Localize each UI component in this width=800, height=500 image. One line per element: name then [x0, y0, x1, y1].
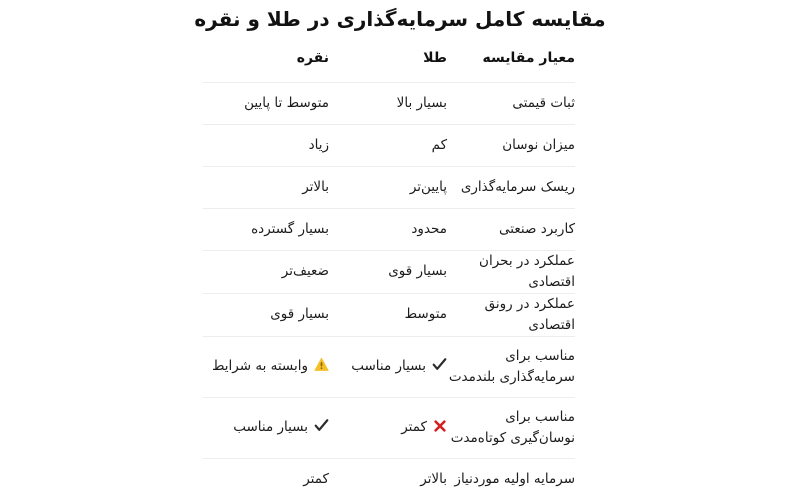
cell-content: [203, 469, 329, 490]
cell-gold: [329, 293, 447, 336]
cell-gold: [329, 209, 447, 251]
cell-text: مناسب برای نوسان‌گیری کوتاه‌مدت: [450, 408, 575, 446]
cell-content: [203, 93, 329, 114]
table-row: [203, 458, 575, 500]
cell-silver: [203, 458, 329, 500]
table-row: [203, 336, 575, 397]
cell-gold: [329, 167, 447, 209]
cell-text: ثبات قیمتی: [512, 95, 575, 112]
cell-text: بسیار گسترده: [251, 221, 329, 238]
cell-gold: [329, 251, 447, 294]
table-row: [203, 125, 575, 167]
cell-criterion: [447, 397, 575, 458]
cell-silver: [203, 336, 329, 397]
cell-silver: [203, 251, 329, 294]
column-header-criterion: معیار مقایسه: [447, 38, 575, 83]
cell-text: سرمایه اولیه موردنیاز: [454, 470, 575, 487]
cell-content: [203, 135, 329, 156]
cell-text: کمتر: [303, 470, 329, 487]
cell-content: [447, 251, 575, 293]
cell-content: [203, 219, 329, 240]
cell-text: کاربرد صنعتی: [499, 221, 575, 238]
cell-gold: [329, 125, 447, 167]
cell-criterion: [447, 167, 575, 209]
table-row: [203, 83, 575, 125]
gold-silver-comparison-table: [203, 38, 575, 500]
cell-criterion: [447, 293, 575, 336]
cell-text: میزان نوسان: [502, 137, 575, 154]
cell-content: [447, 346, 575, 388]
cell-content: [329, 356, 447, 377]
cell-content: [447, 135, 575, 156]
cell-text: عملکرد در بحران اقتصادی: [479, 253, 575, 290]
cell-content: [447, 469, 575, 490]
cell-content: [329, 219, 447, 240]
cell-silver: [203, 209, 329, 251]
cross-icon: [433, 419, 447, 433]
check-icon: [432, 357, 447, 372]
cell-text: محدود: [411, 221, 447, 238]
cell-content: [203, 356, 329, 377]
cell-content: [203, 417, 329, 438]
cell-content: [329, 93, 447, 114]
cell-text: بسیار مناسب: [233, 419, 308, 436]
cell-text: بسیار قوی: [270, 306, 329, 323]
cell-silver: [203, 397, 329, 458]
cell-silver: [203, 83, 329, 125]
cell-gold: [329, 83, 447, 125]
cell-text: ضعیف‌تر: [281, 263, 329, 280]
cell-text: مناسب برای سرمایه‌گذاری بلندمدت: [448, 347, 575, 385]
cell-text: بالاتر: [420, 470, 447, 487]
table-row: [203, 293, 575, 336]
table-row: [203, 167, 575, 209]
cell-content: [329, 135, 447, 156]
cell-content: [329, 417, 447, 438]
cell-text: کمتر: [401, 419, 427, 436]
page-title: مقایسه کامل سرمایه‌گذاری در طلا و نقره: [194, 7, 606, 31]
cell-gold: [329, 458, 447, 500]
cell-text: پایین‌تر: [409, 179, 447, 196]
cell-text: زیاد: [308, 137, 329, 154]
cell-content: [447, 407, 575, 449]
table-row: [203, 251, 575, 294]
cell-text: بسیار مناسب: [351, 358, 426, 375]
cell-silver: [203, 125, 329, 167]
cell-text: بسیار قوی: [388, 263, 447, 280]
cell-criterion: [447, 251, 575, 294]
table-header: [203, 38, 575, 83]
cell-content: [329, 469, 447, 490]
cell-content: [329, 177, 447, 198]
cell-gold: [329, 336, 447, 397]
cell-text: عملکرد در رونق اقتصادی: [484, 295, 575, 333]
cell-content: [329, 304, 447, 325]
cell-text: کم: [431, 137, 447, 154]
warning-icon: [314, 357, 329, 372]
cell-text: بسیار بالا: [396, 95, 447, 112]
check-icon: [314, 418, 329, 433]
cell-silver: [203, 167, 329, 209]
cell-content: [329, 261, 447, 282]
comparison-table-wrapper: [0, 32, 800, 500]
cell-text: ریسک سرمایه‌گذاری: [460, 179, 575, 196]
cell-content: [447, 177, 575, 198]
cell-text: بالاتر: [302, 179, 329, 196]
cell-text: متوسط تا پایین: [244, 95, 329, 112]
cell-criterion: [447, 336, 575, 397]
cell-text: وابسته به شرایط: [211, 358, 308, 375]
cell-content: [203, 177, 329, 198]
cell-content: [447, 93, 575, 114]
column-header-gold: طلا: [329, 38, 447, 83]
cell-criterion: [447, 125, 575, 167]
cell-silver: [203, 293, 329, 336]
cell-criterion: [447, 83, 575, 125]
cell-text: متوسط: [404, 306, 447, 323]
cell-criterion: [447, 209, 575, 251]
cell-content: [447, 219, 575, 240]
table-body: [203, 83, 575, 500]
column-header-silver: نقره: [203, 38, 329, 83]
table-row: [203, 397, 575, 458]
cell-content: [447, 294, 575, 336]
cell-content: [203, 304, 329, 325]
table-row: [203, 209, 575, 251]
cell-criterion: [447, 458, 575, 500]
cell-content: [203, 261, 329, 282]
table-header-row: [203, 38, 575, 83]
cell-gold: [329, 397, 447, 458]
